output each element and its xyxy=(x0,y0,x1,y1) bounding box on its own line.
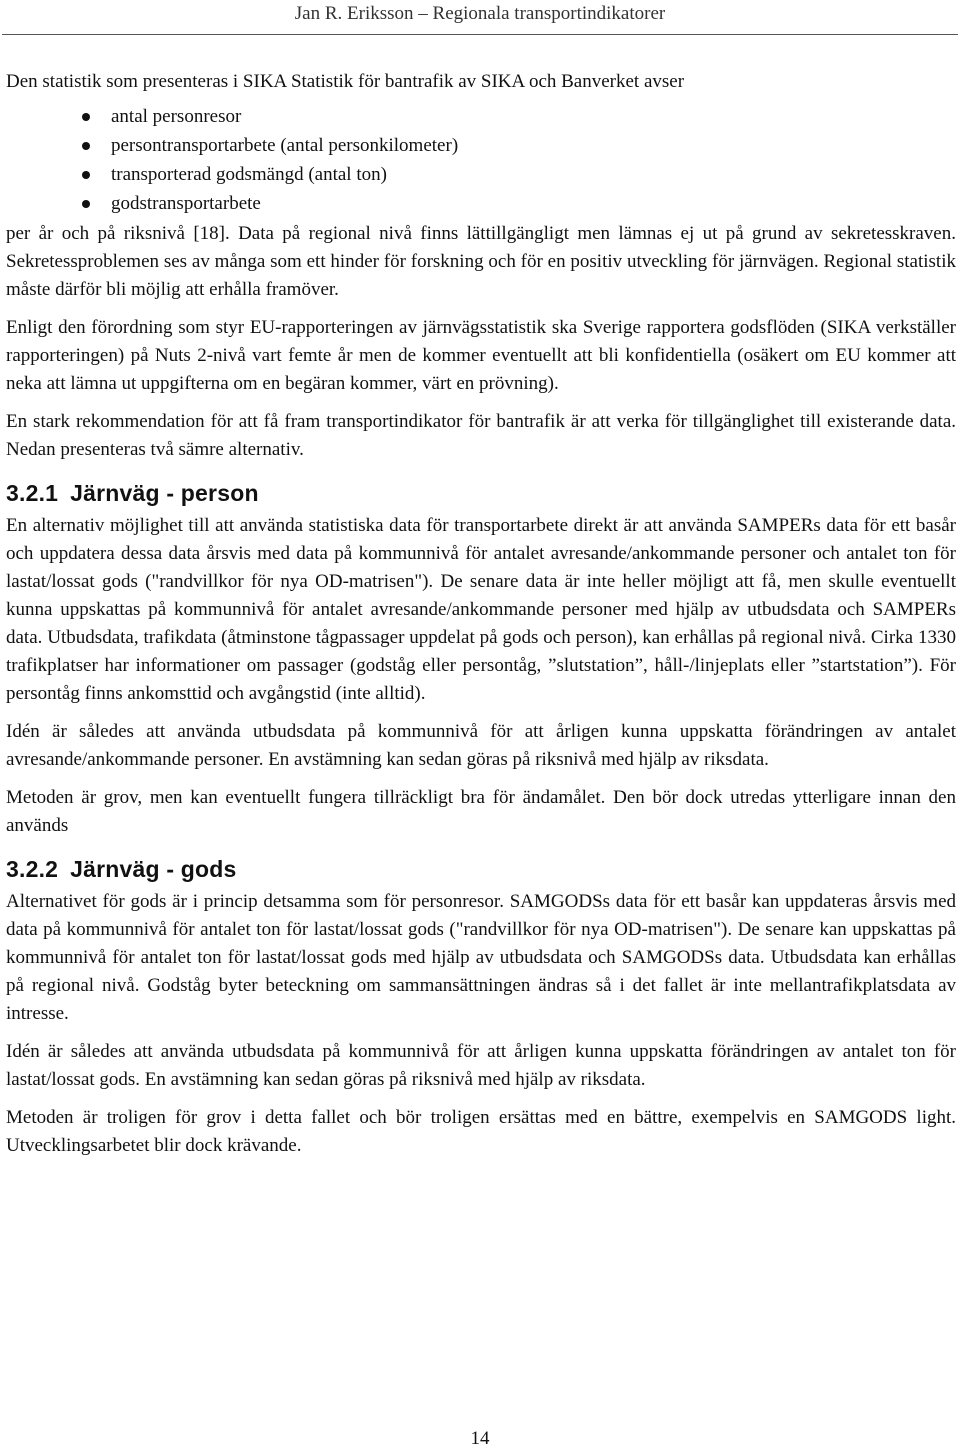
section-title: Järnväg - person xyxy=(70,480,259,506)
section-3-2-2-paragraph: Alternativet för gods är i princip detsamma som för personresor. SAMGODSs data för ett basår kan uppdateras årsvis med data på kommunnivå för antalet ton för lastat/lossat gods ("randvillkor för nya OD-matrisen"). De senare kan uppskattas på kommunnivå för antalet ton för lastat/lossat gods med hjälp av utbudsdata och SAMGODSs data. Utbudsdata kan erhållas på regional nivå. Godståg byter beteckning om sammansättningen ändras så i det fallet är inte mellantrafikplatsdata av intresse. xyxy=(6,891,956,1024)
section-heading-3-2-1 xyxy=(6,478,956,508)
bullet-item xyxy=(6,160,956,189)
header-rule xyxy=(2,34,958,35)
section-3-2-1-paragraph: Metoden är grov, men kan eventuellt fungera tillräckligt bra för ändamålet. Den bör dock utredas ytterligare innan den används xyxy=(6,787,956,836)
bullet-text: transporterad godsmängd (antal ton) xyxy=(111,164,387,185)
section-number: 3.2.1 xyxy=(6,480,59,506)
page-content xyxy=(6,68,956,1170)
section-number: 3.2.2 xyxy=(6,856,59,882)
recommendation-paragraph: En stark rekommendation för att få fram transportindikator för bantrafik är att verka för tillgänglighet till existerande data. Nedan presenteras två sämre alternativ. xyxy=(6,411,956,460)
bullet-dot-icon xyxy=(82,200,90,208)
eu-paragraph: Enligt den förordning som styr EU-rapporteringen av järnvägsstatistik ska Sverige rapportera godsflöden (SIKA verkställer rapporteringen) på Nuts 2-nivå vart femte år men de kommer eventuellt att bli konfidentiella (osäkert om EU kommer att neka att lämna ut uppgifterna om en begäran kommer, värt en prövning). xyxy=(6,317,956,394)
section-3-2-1-paragraph: En alternativ möjlighet till att använda statistiska data för transportarbete direkt är att använda SAMPERs data för ett basår och uppdatera dessa data årsvis med data på kommunnivå för antalet avresande/ankommande personer och antalet ton för lastat/lossat gods ("randvillkor för nya OD-matrisen"). De senare data är inte heller möjligt att få, men skulle eventuellt kunna uppskattas på kommunnivå för antalet avresande/ankommande personer med hjälp av utbudsdata och SAMPERs data. Utbudsdata, trafikdata (åtminstone tågpassager uppdelat på gods och person), kan erhållas på regional nivå. Cirka 1330 trafikplatser har informationer om passager (godståg eller persontåg, ”slutstation”, håll-/linjeplats eller ”startstation”). För persontåg finns ankomsttid och avgångstid (inte alltid). xyxy=(6,515,956,704)
section-3-2-2-paragraph: Metoden är troligen för grov i detta fallet och bör troligen ersättas med en bättre, exempelvis en SAMGODS light. Utvecklingsarbetet blir dock krävande. xyxy=(6,1107,956,1156)
section-3-2-2-paragraph: Idén är således att använda utbudsdata på kommunnivå för att årligen kunna uppskatta förändringen av antalet ton för lastat/lossat gods. En avstämning kan sedan göras på riksnivå med hjälp av riksdata. xyxy=(6,1041,956,1090)
bullet-dot-icon xyxy=(82,142,90,150)
section-3-2-1-paragraph: Idén är således att använda utbudsdata på kommunnivå för att årligen kunna uppskatta förändringen av antalet avresande/ankommande personer. En avstämning kan sedan göras på riksnivå med hjälp av riksdata. xyxy=(6,721,956,770)
section-heading-3-2-2 xyxy=(6,854,956,884)
bullet-dot-icon xyxy=(82,113,90,121)
intro-lead: Den statistik som presenteras i SIKA Statistik för bantrafik av SIKA och Banverket avser xyxy=(6,71,685,92)
bullet-item xyxy=(6,131,956,160)
bullet-text: antal personresor xyxy=(111,106,242,127)
section-title: Järnväg - gods xyxy=(70,856,237,882)
bullet-dot-icon xyxy=(82,171,90,179)
bullet-item xyxy=(6,102,956,131)
page-number: 14 xyxy=(470,1428,490,1449)
intro-after-bullets: per år och på riksnivå [18]. Data på regional nivå finns lättillgängligt men lämnas ej ut på grund av sekretesskraven. Sekretessproblemen ses av många som ett hinder för forskning och för en positiv utveckling för järnvägen. Regional statistik måste därför bli möjlig att erhålla framöver. xyxy=(6,223,956,300)
bullet-list xyxy=(6,102,956,218)
bullet-item xyxy=(6,189,956,218)
bullet-text: godstransportarbete xyxy=(111,193,261,214)
bullet-text: persontransportarbete (antal personkilometer) xyxy=(111,135,459,156)
running-header: Jan R. Eriksson – Regionala transportindikatorer xyxy=(294,3,666,24)
